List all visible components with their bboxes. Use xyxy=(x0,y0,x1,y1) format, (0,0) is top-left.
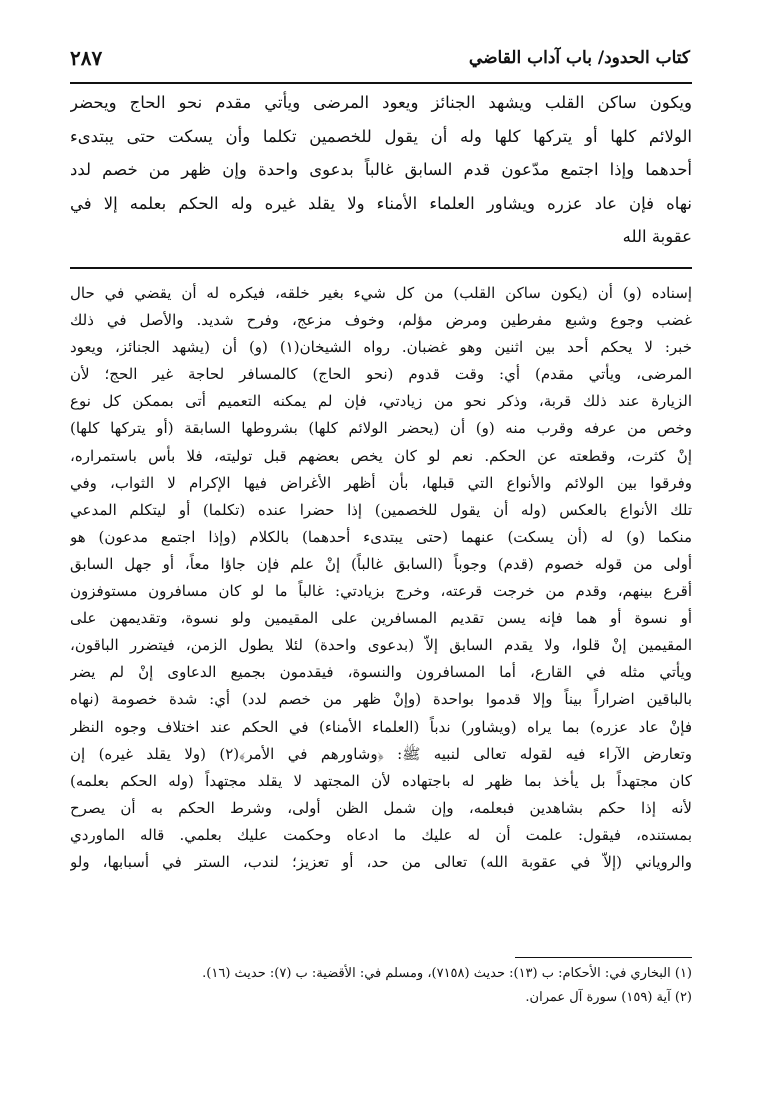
footnote-line: (١) البخاري في: الأحكام: ب (١٣): حديث (٧١٥٨)، ومسلم في: الأقضية: ب (٧): حديث (١٦). xyxy=(202,966,692,981)
main-text xyxy=(70,86,692,254)
commentary-line: أقرع بينهم، وقدم من خرجت قرعته، وخرج بزيادتي: غالباً ما لو كان مسافرون مستوفزون xyxy=(70,582,692,601)
commentary-line: منكما (و) له (أن يسكت) عنهما (حتى يبتدىء أحدهما) بالكلام (وإذا اجتمع مدعون) هو xyxy=(70,527,692,546)
commentary-line: فإنْ عاد عزره) بما يراه (ويشاور) ندباً (العلماء الأمناء) في الحكم عند اختلاف وجوه النظر xyxy=(70,717,692,736)
commentary-line: تلك الأنواع بالعكس (وله أن يقول للخصمين) إذا حضرا عنده (تكلما) أو ليتكلم المدعي xyxy=(70,500,692,519)
commentary-line: أو نسوة أو هما فإنه يسن تقديم المسافرين على المقيمين ولو نسوة، وتقديمهن على xyxy=(70,609,692,628)
page-header xyxy=(70,44,690,80)
commentary-line: إسناده (و) أن (يكون ساكن القلب) من كل شيء بغير خلقه، فيكره له أن يقضي في حال xyxy=(70,284,692,302)
main-text-line: عقوبة الله xyxy=(622,227,692,246)
commentary-line: ويأتي مثله في القارع، أما المسافرون والنسوة، فيقدمون بجميع الدعاوى إنْ لم يضر xyxy=(70,663,692,682)
commentary-line: والروياني (إلاّ في عقوبة الله) تعالى من حد، أو تعزيز؛ لندب، الستر في أسبابها، ولو xyxy=(70,852,692,871)
main-text-line: الولائم كلها أو يتركها كلها وله أن يقول للخصمين تكلما وأن يسكت حتى يبتدىء xyxy=(70,126,692,146)
commentary-line: الزيارة عند ذلك قربة، وذكر نحو من زيادتي، فإن لم يمكنه التعميم أتى بممكن كل نوع xyxy=(70,392,692,411)
commentary-line: وخص من عرفه وقرب منه (و) أن (يحضر الولائم كلها) بشروطها السابقة (أو يتركها كلها) xyxy=(70,419,692,438)
commentary-line: إنْ كثرت، وقطعته عن الحكم. نعم لو كان يخص بعضهم قبل توليته، فلا بأس باستمراره، xyxy=(70,446,692,465)
commentary-line: المقيمين إنْ قلوا، ولا يقدم السابق إلاّ (بدعوى واحدة) لئلا يطول الزمن، فيتضرر الباقون، xyxy=(70,636,692,655)
footnote-line: (٢) آية (١٥٩) سورة آل عمران. xyxy=(525,990,692,1005)
commentary-line: المرضى، ويأتي مقدم) أي: وقت قدوم (نحو الحاج) كالمسافر لحاجة غير الحج؛ لأن xyxy=(70,365,692,384)
commentary-line: كان مجتهداً بل يأخذ بما ظهر له باجتهاده لأن المجتهد لا يقلد مجتهداً (وله الحكم بعلمه) xyxy=(70,771,692,790)
section-rule xyxy=(70,267,692,269)
commentary-line: بمستنده، فيقول: علمت أن له عليك ما ادعاه وحكمت عليك بعلمي. قاله الماوردي xyxy=(70,825,692,844)
commentary-line: وتعارض الآراء فيه لقوله تعالى لنبيه ﷺ: ﴿وشاورهم في الأمر﴾(٢) (ولا يقلد غيره) إن xyxy=(70,744,692,763)
running-title: كتاب الحدود/ باب آداب القاضي xyxy=(468,48,690,68)
commentary-line: غضب وجوع وشبع مفرطين ومرض مؤلم، وخوف مزعج، وفرح شديد. والأصل في ذلك xyxy=(70,311,692,330)
footnote-separator xyxy=(515,957,692,958)
main-text-line: ويكون ساكن القلب ويشهد الجنائز ويعود المرضى ويأتي مقدم نحو الحاج ويحضر xyxy=(70,93,692,112)
commentary-line: خبر: لا يحكم أحد بين اثنين وهو غضبان. رواه الشيخان(١) (و) أن (يشهد الجنائز، ويعود xyxy=(70,338,692,357)
main-text-line: أحدهما وإذا اجتمع مدّعون قدم السابق غالباً بدعوى واحدة وإن ظهر من خصم لدد xyxy=(70,160,692,179)
header-rule xyxy=(70,82,692,84)
main-text-line: نهاه فإن عاد عزره ويشاور العلماء الأمناء ولا يقلد غيره وله الحكم بعلمه إلا في xyxy=(70,193,692,213)
footnotes xyxy=(70,962,692,1010)
commentary-line: وفرقوا بين الولائم والأنواع التي قبلها، بأن أظهر الأغراض فيها الإكرام لا الثواب، وفي xyxy=(70,473,692,492)
commentary-line: بالباقين اضراراً بيناً وإلا قدموا بواحدة (وإنْ ظهر من خصم لدد) أي: شدة خصومة (نهاه xyxy=(70,690,692,709)
commentary-line: لأنه إذا حكم بشاهدين فبعلمه، وإن شمل الظن أولى، وشرط الحكم به أن يصرح xyxy=(70,798,692,817)
commentary-text xyxy=(70,280,692,876)
page-number: ٢٨٧ xyxy=(70,46,103,70)
commentary-line: أولى من قوله خصوم (قدم) وجوباً (السابق غالباً) إنْ علم فإن جاؤا معاً، أو جهل السابق xyxy=(70,554,692,573)
